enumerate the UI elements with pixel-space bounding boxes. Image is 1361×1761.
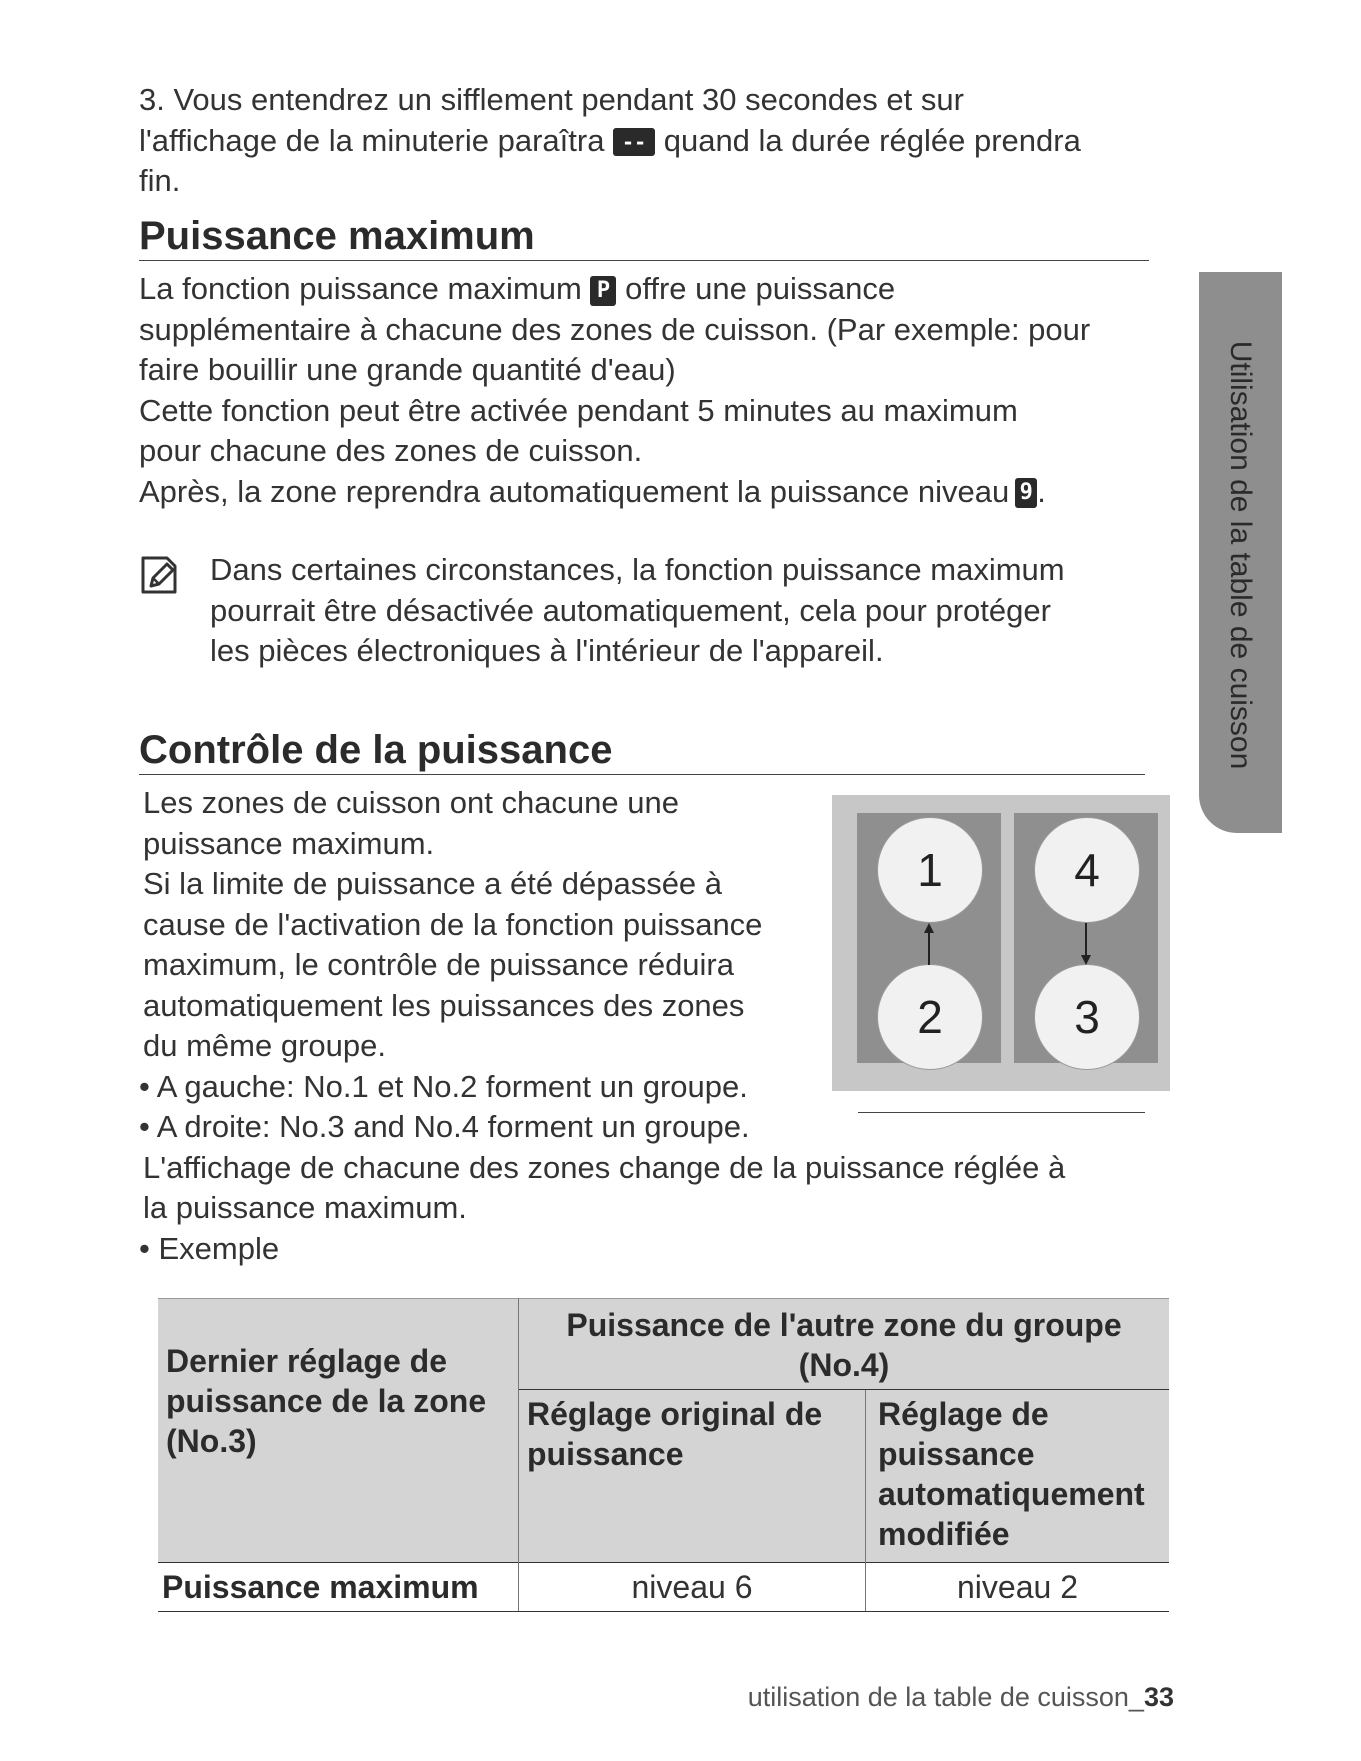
table-header-original: Réglage original de puissance bbox=[519, 1390, 866, 1563]
table-header-last-setting: Dernier réglage de puissance de la zone (No.3) bbox=[158, 1299, 519, 1563]
power-example-table bbox=[158, 1298, 1169, 1612]
bullet-left-group: • A gauche: No.1 et No.2 forment un groupe. bbox=[139, 1068, 748, 1104]
section1-line-2: supplémentaire à chacune des zones de cuisson. (Par exemple: pour bbox=[139, 311, 1091, 347]
section2-divider bbox=[858, 1112, 1145, 1113]
section2-body-continued bbox=[139, 1107, 1189, 1269]
note-line-3: les pièces électroniques à l'intérieur de l'appareil. bbox=[210, 633, 884, 668]
intro-text bbox=[139, 80, 1189, 202]
section1-line-5: pour chacune des zones de cuisson. bbox=[139, 433, 643, 468]
section2-line-2: puissance maximum. bbox=[143, 825, 435, 861]
section2-line-1: Les zones de cuisson ont chacune une bbox=[143, 785, 679, 820]
footer-chapter: utilisation de la table de cuisson_ bbox=[747, 1682, 1144, 1712]
table-header-group: Puissance de l'autre zone du groupe (No.4) bbox=[519, 1299, 1170, 1390]
hob-diagram bbox=[832, 795, 1170, 1091]
section-title-controle: Contrôle de la puissance bbox=[139, 726, 1145, 775]
burner-3: 3 bbox=[1034, 964, 1140, 1070]
section2-line-5: maximum, le contrôle de puissance réduira bbox=[143, 947, 734, 982]
section2-body bbox=[139, 783, 843, 1107]
section2-line-6: automatiquement les puissances des zones bbox=[143, 987, 745, 1023]
page-number: 33 bbox=[1143, 1682, 1174, 1712]
note-icon bbox=[137, 554, 181, 598]
section1-line-1 bbox=[139, 269, 1199, 310]
section1-line-1b: offre une puissance bbox=[625, 271, 896, 306]
section2-after-1: L'affichage de chacune des zones change de la puissance réglée à bbox=[143, 1149, 1066, 1185]
intro-line-2a: l'affichage de la minuterie paraîtra bbox=[139, 122, 605, 158]
note-line-1: Dans certaines circonstances, la fonction puissance maximum bbox=[210, 552, 1065, 587]
level-display-icon: 9 bbox=[1015, 478, 1037, 508]
intro-line-1: 3. Vous entendrez un sifflement pendant 30 secondes et sur bbox=[139, 82, 964, 117]
bullet-example: • Exemple bbox=[139, 1230, 280, 1266]
section1-line-3: faire bouillir une grande quantité d'eau) bbox=[139, 352, 676, 387]
burner-1: 1 bbox=[877, 817, 983, 923]
intro-line-2b: quand la durée réglée prendra bbox=[663, 122, 1081, 158]
intro-line-2 bbox=[139, 121, 1189, 162]
burner-2: 2 bbox=[877, 964, 983, 1070]
section1-line-6 bbox=[139, 472, 1199, 513]
section1-line-6a: Après, la zone reprendra automatiquement la puissance niveau bbox=[139, 473, 1010, 509]
section1-line-4: Cette fonction peut être activée pendant 5 minutes au maximum bbox=[139, 392, 1018, 428]
timer-display-icon: -- bbox=[613, 128, 655, 156]
table-row-label: Puissance maximum bbox=[158, 1563, 519, 1612]
bullet-right-group: • A droite: No.3 and No.4 forment un groupe. bbox=[139, 1109, 750, 1144]
section2-line-4: cause de l'activation de la fonction puissance bbox=[143, 906, 763, 942]
table-cell-original-value: niveau 6 bbox=[519, 1563, 866, 1612]
section1-line-1a: La fonction puissance maximum bbox=[139, 271, 582, 306]
section2-after-2: la puissance maximum. bbox=[143, 1190, 467, 1225]
table-header-modified: Réglage de puissance automatiquement modifiée bbox=[866, 1390, 1170, 1563]
section2-line-3: Si la limite de puissance a été dépassée à bbox=[143, 866, 723, 901]
page-footer bbox=[748, 1682, 1174, 1713]
burner-4: 4 bbox=[1034, 817, 1140, 923]
section-title-puissance-maximum: Puissance maximum bbox=[139, 212, 1149, 261]
intro-line-3: fin. bbox=[139, 163, 181, 198]
arrow-up-icon bbox=[921, 923, 937, 965]
section1-line-6b: . bbox=[1037, 473, 1046, 509]
power-boost-p-icon: P bbox=[590, 276, 616, 306]
section2-line-7: du même groupe. bbox=[143, 1028, 386, 1063]
note-line-2: pourrait être désactivée automatiquement, cela pour protéger bbox=[210, 592, 1051, 628]
table-cell-modified-value: niveau 2 bbox=[866, 1563, 1170, 1612]
section1-body bbox=[139, 269, 1199, 512]
arrow-down-icon bbox=[1078, 923, 1094, 965]
chapter-side-tab-label: Utilisation de la table de cuisson bbox=[1224, 340, 1257, 770]
note-text bbox=[210, 550, 1190, 672]
